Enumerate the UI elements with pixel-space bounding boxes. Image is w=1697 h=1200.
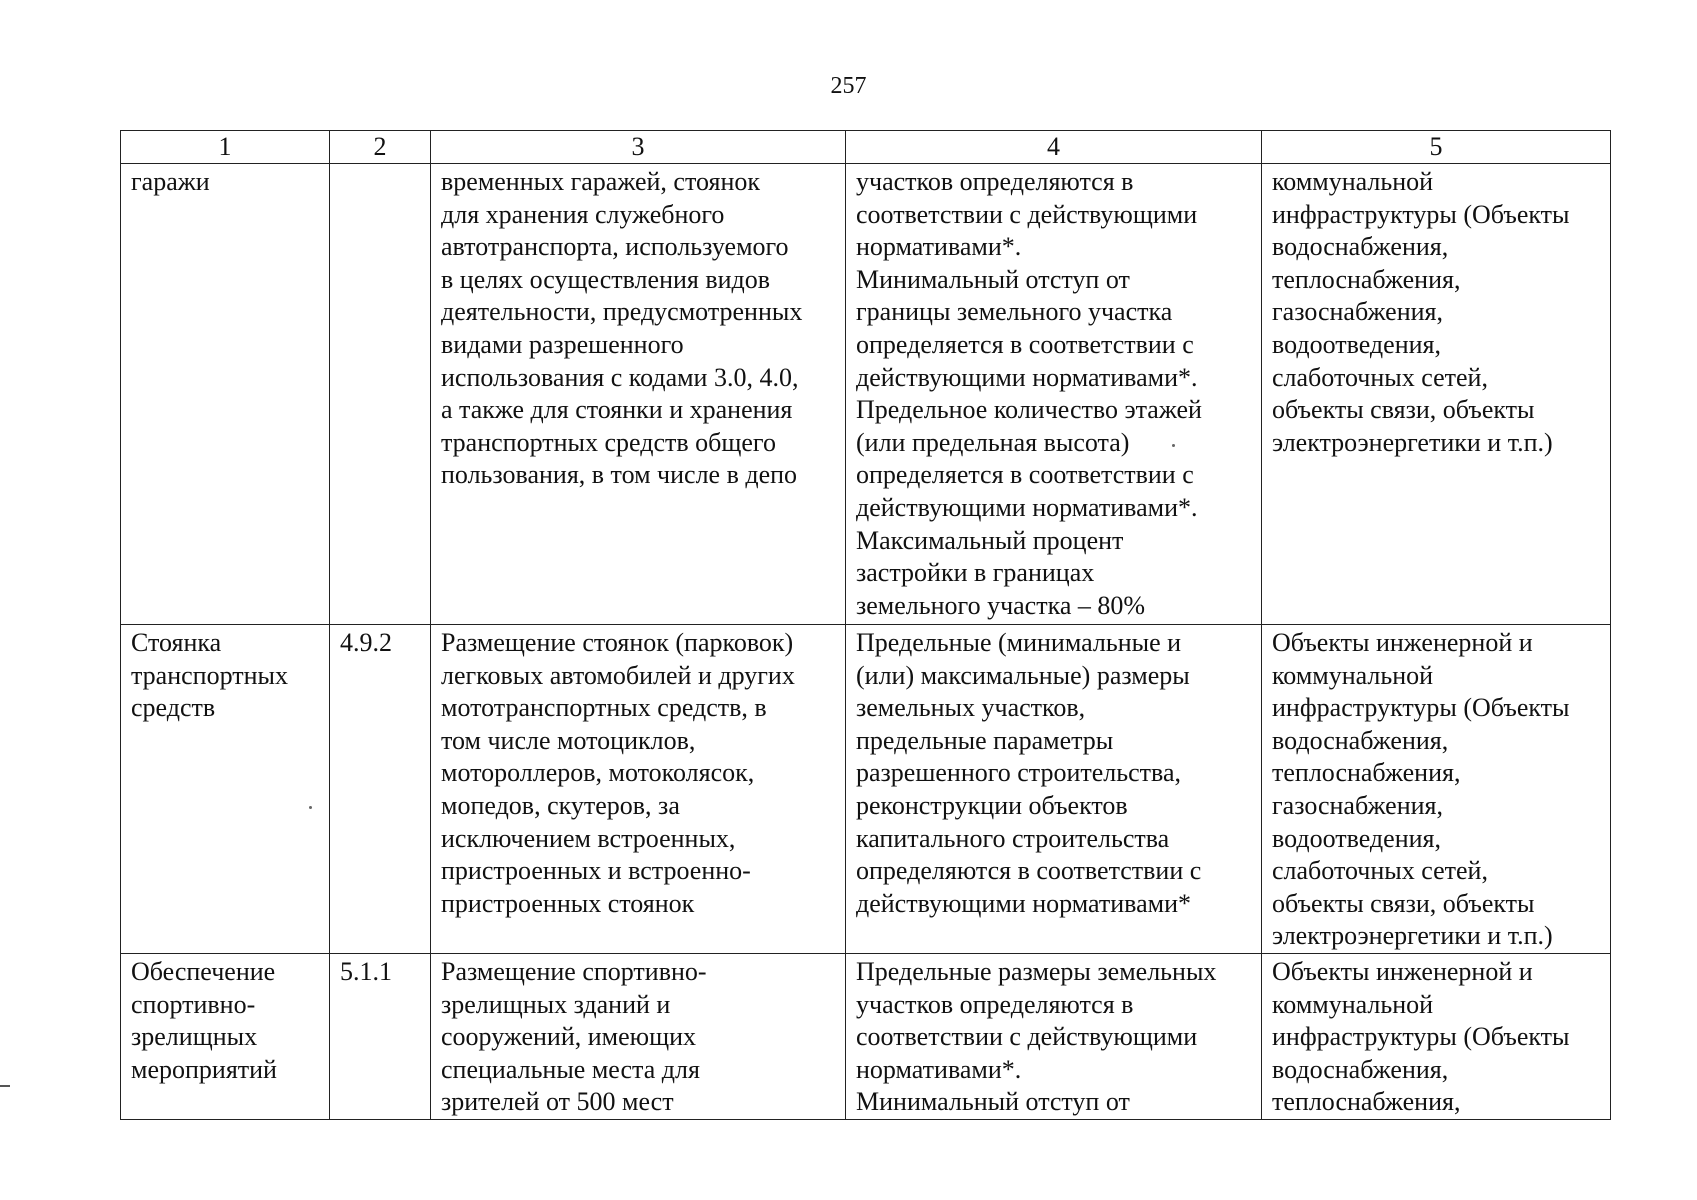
- auxiliary-uses-text: Объекты инженерной и коммунальной инфраструктуры (Объекты водоснабжения, теплоснабжения, газоснабжения, водоотведения, слаботочных сетей, объекты связи, объекты электроэнергетики и т.п.): [1272, 628, 1570, 951]
- table-row: [121, 625, 1611, 954]
- use-description-cell: [431, 164, 846, 625]
- auxiliary-uses-cell: [1262, 625, 1611, 954]
- use-name-text: Стоянка транспортных средств: [131, 628, 288, 723]
- use-code-text: 4.9.2: [340, 628, 392, 657]
- use-description-text: временных гаражей, стоянок для хранения служебного автотранспорта, используемого в целях осуществления видов деятельности, предусмотренных видами разрешенного использования с кодами 3.0, 4.0, а также для стоянки и хранения транспортных средств общего пользования, в том числе в депо: [441, 167, 803, 490]
- auxiliary-uses-cell: [1262, 164, 1611, 625]
- use-name-text: гаражи: [131, 167, 210, 196]
- use-name-cell: [121, 953, 330, 1119]
- use-name-cell: [121, 164, 330, 625]
- column-header-5: 5: [1262, 131, 1611, 164]
- parameters-cell: [846, 625, 1262, 954]
- use-code-text: 5.1.1: [340, 956, 392, 986]
- scan-speck: [1172, 444, 1175, 447]
- use-description-text: Размещение спортивно- зрелищных зданий и сооружений, имеющих специальные места для зрителей от 500 мест: [441, 956, 707, 1117]
- use-code-cell: [330, 953, 431, 1119]
- parameters-text: Предельные размеры земельных участков определяются в соответствии с действующими нормативами*. Минимальный отступ от: [856, 956, 1217, 1117]
- land-use-table: [120, 130, 1611, 1120]
- use-code-cell: [330, 164, 431, 625]
- table-row: [121, 164, 1611, 625]
- auxiliary-uses-text: Объекты инженерной и коммунальной инфраструктуры (Объекты водоснабжения, теплоснабжения,: [1272, 956, 1570, 1117]
- parameters-cell: [846, 953, 1262, 1119]
- column-header-1: 1: [121, 131, 330, 164]
- column-header-4: 4: [846, 131, 1262, 164]
- use-name-text: Обеспечение спортивно- зрелищных мероприятий: [131, 956, 277, 1084]
- use-description-text: Размещение стоянок (парковок) легковых автомобилей и других мототранспортных средств, в том числе мотоциклов, мотороллеров, мотоколясок, мопедов, скутеров, за исключением встроенных, пристроенных и встроенно- пристроенных стоянок: [441, 628, 795, 918]
- scan-speck: [309, 806, 312, 809]
- auxiliary-uses-text: коммунальной инфраструктуры (Объекты водоснабжения, теплоснабжения, газоснабжения, водоотведения, слаботочных сетей, объекты связи, объекты электроэнергетики и т.п.): [1272, 167, 1570, 457]
- table-row: [121, 953, 1611, 1119]
- auxiliary-uses-cell: [1262, 953, 1611, 1119]
- margin-scan-mark: [0, 1085, 10, 1087]
- use-description-cell: [431, 953, 846, 1119]
- parameters-cell: [846, 164, 1262, 625]
- page-number: 257: [830, 73, 867, 99]
- parameters-text: Предельные (минимальные и (или) максимальные) размеры земельных участков, предельные параметры разрешенного строительства, реконструкции объектов капитального строительства определяются в соответствии с действующими нормативами*: [856, 628, 1202, 918]
- use-code-cell: [330, 625, 431, 954]
- table-header-row: [121, 131, 1611, 164]
- parameters-text: участков определяются в соответствии с действующими нормативами*. Минимальный отступ от границы земельного участка определяется в соответствии с действующими нормативами*. Предельное количество этажей (или предельная высота) определяется в соответствии с действующими нормативами*. Максимальный процент застройки в границах земельного участка – 80%: [856, 167, 1202, 620]
- use-description-cell: [431, 625, 846, 954]
- column-header-3: 3: [431, 131, 846, 164]
- use-name-cell: [121, 625, 330, 954]
- column-header-2: 2: [330, 131, 431, 164]
